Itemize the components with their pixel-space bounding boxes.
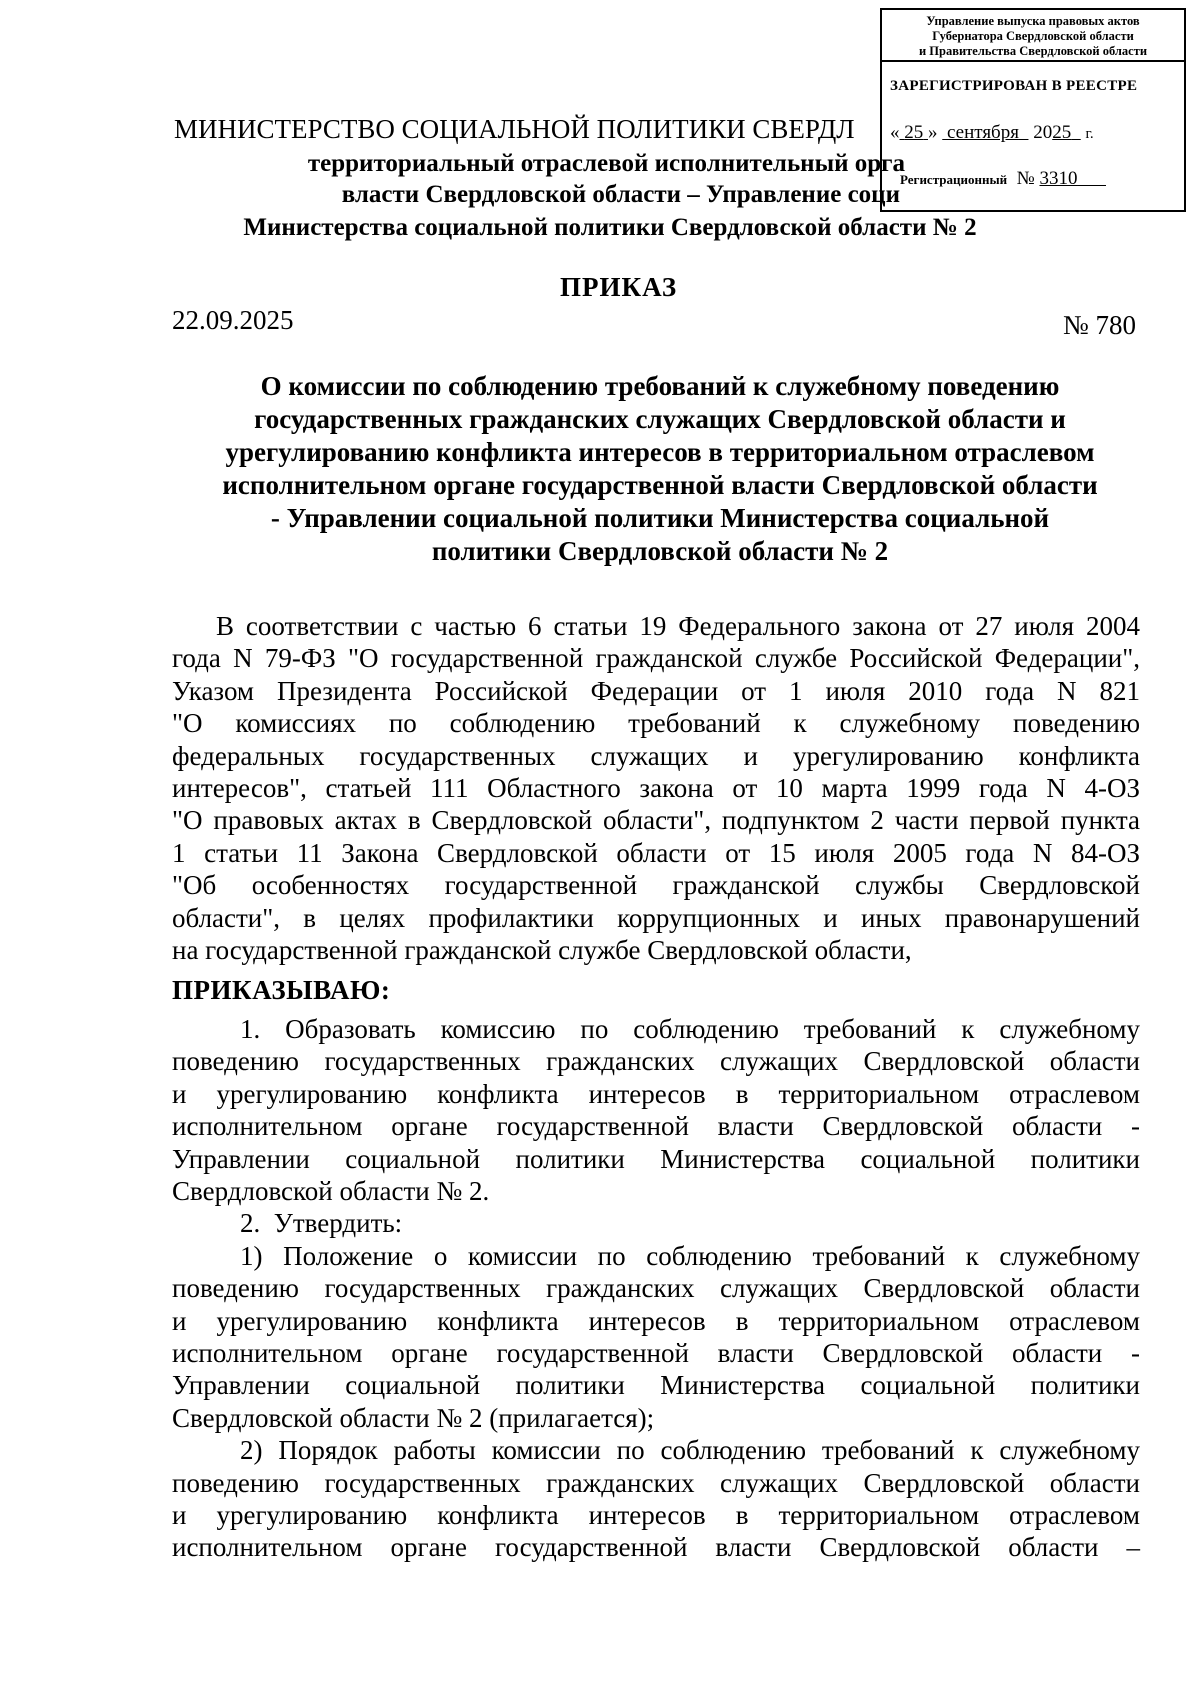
agency-line-2: территориальный отраслевой исполнительный орга: [307, 150, 905, 177]
text-line: поведению государственных гражданских служащих Свердловской области: [172, 1046, 1140, 1077]
document-number: № 780: [1062, 310, 1136, 340]
text-line: исполнительном органе государственной власти Свердловской области -: [172, 1337, 1140, 1368]
title-line: исполнительном органе государственной власти Свердловской области: [222, 470, 1098, 500]
item-2: [172, 1207, 1140, 1239]
text-line: "О комиссиях по соблюдению требований к служебному поведению: [172, 708, 1140, 739]
title-line: политики Свердловской области № 2: [431, 536, 889, 566]
text-line: исполнительном органе государственной власти Свердловской области –: [172, 1532, 1140, 1563]
item-1: [172, 1013, 1140, 1207]
registration-year-prefix: 20: [1033, 122, 1053, 143]
text-line: на государственной гражданской службе Свердловской области,: [172, 935, 912, 966]
text-line: исполнительном органе государственной власти Свердловской области -: [172, 1111, 1140, 1142]
text-line: 1 статьи 11 Закона Свердловской области от 15 июля 2005 года N 84-ОЗ: [172, 837, 1140, 868]
title-line: государственных гражданских служащих Свердловской области и: [254, 404, 1066, 434]
text-line: "Об особенностях государственной гражданской службы Свердловской: [172, 870, 1140, 901]
registration-authority: [882, 10, 1184, 62]
document-type: ПРИКАЗ: [560, 272, 678, 302]
registration-stamp: [880, 8, 1186, 212]
registration-close-quote: »: [928, 122, 938, 143]
title-line: - Управлении социальной политики Министерства социальной: [270, 503, 1050, 533]
item-2-1: [172, 1240, 1140, 1434]
title-line: О комиссии по соблюдению требований к служебному поведению: [260, 371, 1060, 401]
text-line: 2. Утвердить:: [240, 1208, 403, 1239]
registration-number-label: Регистрационный: [900, 172, 1008, 187]
text-line: Управлении социальной политики Министерства социальной политики: [172, 1143, 1140, 1174]
registration-date: [890, 122, 1094, 144]
registration-day: 25: [904, 122, 924, 143]
text-line: и урегулированию конфликта интересов в территориальном отраслевом: [172, 1078, 1140, 1109]
document-date: 22.09.2025: [172, 305, 294, 335]
preamble-paragraph: [172, 610, 1140, 966]
registration-title: ЗАРЕГИСТРИРОВАН В РЕЕСТРЕ: [890, 78, 1138, 94]
registration-authority-line: Управление выпуска правовых актов: [926, 14, 1140, 28]
registration-month: сентября: [947, 122, 1019, 143]
registration-number: [900, 168, 1106, 190]
registration-number-value: 3310: [1039, 168, 1078, 189]
text-line: федеральных государственных служащих и урегулированию конфликта: [172, 740, 1140, 771]
text-line: Управлении социальной политики Министерства социальной политики: [172, 1370, 1140, 1401]
document-body: [172, 610, 1140, 1564]
text-line: области", в целях профилактики коррупционных и иных правонарушений: [172, 902, 1140, 933]
text-line: 1. Образовать комиссию по соблюдению требований к служебному: [240, 1013, 1140, 1044]
registration-number-sign: №: [1016, 168, 1035, 189]
registration-open-quote: «: [890, 122, 900, 143]
registration-authority-line: Губернатора Свердловской области: [932, 29, 1134, 43]
text-line: Указом Президента Российской Федерации от 1 июля 2010 года N 821: [172, 675, 1140, 706]
title-line: урегулированию конфликта интересов в территориальном отраслевом: [225, 437, 1095, 467]
agency-line-3: власти Свердловской области – Управление соци: [341, 181, 900, 208]
text-line: поведению государственных гражданских служащих Свердловской области: [172, 1467, 1140, 1498]
text-line: Свердловской области № 2.: [172, 1175, 490, 1206]
registration-authority-line: и Правительства Свердловской области: [918, 44, 1148, 58]
ministry-name: МИНИСТЕРСТВО СОЦИАЛЬНОЙ ПОЛИТИКИ СВЕРДЛ: [174, 114, 855, 144]
text-line: интересов", статьей 111 Областного закона от 10 марта 1999 года N 4-ОЗ: [172, 773, 1140, 804]
registration-year-suffix: 25: [1052, 122, 1072, 143]
document-title: [200, 370, 1120, 568]
item-2-2: [172, 1434, 1140, 1564]
text-line: года N 79-ФЗ "О государственной гражданской службе Российской Федерации",: [172, 643, 1140, 674]
order-word: ПРИКАЗЫВАЮ:: [172, 975, 391, 1006]
text-line: и урегулированию конфликта интересов в территориальном отраслевом: [172, 1305, 1140, 1336]
text-line: 2) Порядок работы комиссии по соблюдению требований к служебному: [240, 1435, 1140, 1466]
text-line: Свердловской области № 2 (прилагается);: [172, 1402, 655, 1433]
text-line: и урегулированию конфликта интересов в территориальном отраслевом: [172, 1499, 1140, 1530]
text-line: В соответствии с частью 6 статьи 19 Федерального закона от 27 июля 2004: [216, 611, 1140, 641]
text-line: 1) Положение о комиссии по соблюдению требований к служебному: [240, 1240, 1140, 1271]
agency-line-4: Министерства социальной политики Свердловской области № 2: [243, 214, 977, 241]
text-line: поведению государственных гражданских служащих Свердловской области: [172, 1273, 1140, 1304]
text-line: "О правовых актах в Свердловской области", подпунктом 2 части первой пункта: [172, 805, 1140, 836]
registration-year-unit: г.: [1085, 126, 1094, 142]
